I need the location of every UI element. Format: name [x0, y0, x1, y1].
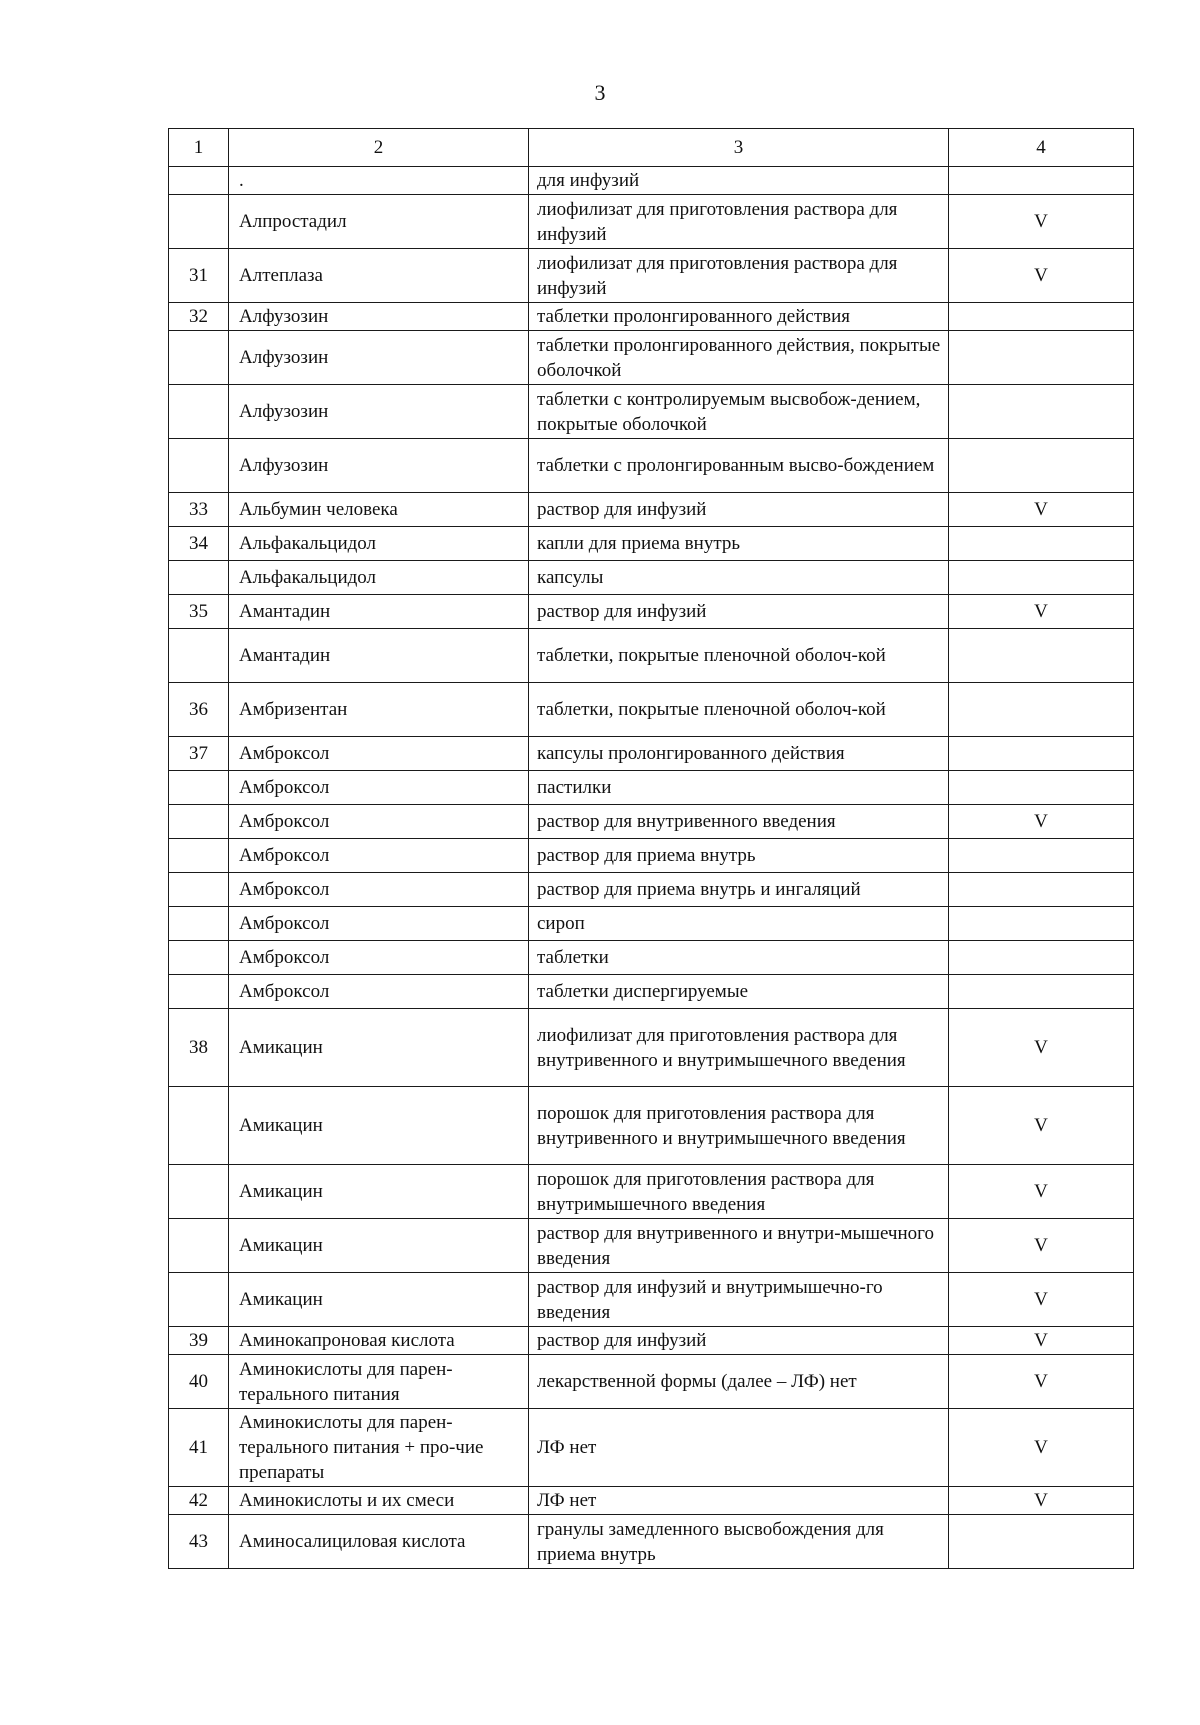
header-cell-number: 1: [169, 129, 229, 167]
table-row: [169, 907, 1134, 941]
drug-name-cell: Альбумин человека: [229, 493, 529, 527]
mark-cell: [949, 303, 1134, 331]
mark-cell: [949, 561, 1134, 595]
drug-name-cell: Алфузозин: [229, 331, 529, 385]
mark-cell: [949, 385, 1134, 439]
mark-cell: V: [949, 1273, 1134, 1327]
mark-cell: [949, 771, 1134, 805]
mark-cell: V: [949, 493, 1134, 527]
mark-cell: [949, 683, 1134, 737]
drug-name-cell: Аминокислоты для парен-терального питания + про-чие препараты: [229, 1409, 529, 1487]
mark-cell: [949, 167, 1134, 195]
drug-name-cell: Амантадин: [229, 595, 529, 629]
table-header-row: [169, 129, 1134, 167]
table-row: [169, 683, 1134, 737]
mark-cell: [949, 839, 1134, 873]
table-row: [169, 595, 1134, 629]
drug-name-cell: Амикацин: [229, 1219, 529, 1273]
dosage-form-cell: раствор для приема внутрь: [529, 839, 949, 873]
dosage-form-cell: таблетки пролонгированного действия, покрытые оболочкой: [529, 331, 949, 385]
drug-name-cell: Амброксол: [229, 907, 529, 941]
table-row: [169, 771, 1134, 805]
drug-name-cell: Амброксол: [229, 839, 529, 873]
row-number-cell: [169, 873, 229, 907]
drug-name-cell: Алфузозин: [229, 439, 529, 493]
row-number-cell: [169, 167, 229, 195]
row-number-cell: [169, 385, 229, 439]
table-row: [169, 195, 1134, 249]
dosage-form-cell: таблетки пролонгированного действия: [529, 303, 949, 331]
drug-name-cell: Альфакальцидол: [229, 527, 529, 561]
dosage-form-cell: раствор для внутривенного и внутри-мышечного введения: [529, 1219, 949, 1273]
dosage-form-cell: таблетки диспергируемые: [529, 975, 949, 1009]
dosage-form-cell: лиофилизат для приготовления раствора для инфузий: [529, 249, 949, 303]
mark-cell: V: [949, 595, 1134, 629]
drug-name-cell: Амикацин: [229, 1273, 529, 1327]
drug-name-cell: Аминосалициловая кислота: [229, 1515, 529, 1569]
row-number-cell: 32: [169, 303, 229, 331]
dosage-form-cell: лиофилизат для приготовления раствора для внутривенного и внутримышечного введения: [529, 1009, 949, 1087]
drug-name-cell: Амброксол: [229, 771, 529, 805]
dosage-form-cell: раствор для внутривенного введения: [529, 805, 949, 839]
table-row: [169, 167, 1134, 195]
dosage-form-cell: ЛФ нет: [529, 1487, 949, 1515]
drug-name-cell: Алпростадил: [229, 195, 529, 249]
mark-cell: [949, 737, 1134, 771]
row-number-cell: 43: [169, 1515, 229, 1569]
mark-cell: [949, 975, 1134, 1009]
row-number-cell: [169, 1165, 229, 1219]
row-number-cell: 33: [169, 493, 229, 527]
row-number-cell: [169, 839, 229, 873]
table-row: [169, 737, 1134, 771]
drug-name-cell: Алфузозин: [229, 385, 529, 439]
row-number-cell: 38: [169, 1009, 229, 1087]
drug-name-cell: Амброксол: [229, 873, 529, 907]
row-number-cell: [169, 439, 229, 493]
table-row: [169, 493, 1134, 527]
dosage-form-cell: таблетки с контролируемым высвобож-дением, покрытые оболочкой: [529, 385, 949, 439]
row-number-cell: 31: [169, 249, 229, 303]
header-cell-mark: 4: [949, 129, 1134, 167]
mark-cell: V: [949, 1327, 1134, 1355]
mark-cell: V: [949, 1009, 1134, 1087]
table-row: [169, 1327, 1134, 1355]
drug-name-cell: Амикацин: [229, 1165, 529, 1219]
table-row: [169, 839, 1134, 873]
drug-name-cell: Амикацин: [229, 1009, 529, 1087]
mark-cell: [949, 439, 1134, 493]
table-row: [169, 561, 1134, 595]
drug-name-cell: Амикацин: [229, 1087, 529, 1165]
table-row: [169, 1409, 1134, 1487]
mark-cell: V: [949, 1409, 1134, 1487]
table-row: [169, 975, 1134, 1009]
table-row: [169, 1009, 1134, 1087]
dosage-form-cell: капсулы: [529, 561, 949, 595]
drug-name-cell: Амантадин: [229, 629, 529, 683]
drug-name-cell: Амброксол: [229, 805, 529, 839]
table-row: [169, 303, 1134, 331]
dosage-form-cell: гранулы замедленного высвобождения для приема внутрь: [529, 1515, 949, 1569]
table-row: [169, 385, 1134, 439]
drug-name-cell: Амброксол: [229, 941, 529, 975]
dosage-form-cell: капсулы пролонгированного действия: [529, 737, 949, 771]
row-number-cell: [169, 805, 229, 839]
drug-name-cell: Амбризентан: [229, 683, 529, 737]
table-row: [169, 331, 1134, 385]
mark-cell: V: [949, 249, 1134, 303]
mark-cell: [949, 331, 1134, 385]
table-row: [169, 873, 1134, 907]
table-row: [169, 249, 1134, 303]
dosage-form-cell: лекарственной формы (далее – ЛФ) нет: [529, 1355, 949, 1409]
dosage-form-cell: раствор для инфузий: [529, 1327, 949, 1355]
row-number-cell: 34: [169, 527, 229, 561]
drug-name-cell: Аминокислоты для парен-терального питания: [229, 1355, 529, 1409]
table-row: [169, 439, 1134, 493]
row-number-cell: 40: [169, 1355, 229, 1409]
drug-list-table: [168, 128, 1134, 1569]
dosage-form-cell: порошок для приготовления раствора для внутримышечного введения: [529, 1165, 949, 1219]
dosage-form-cell: лиофилизат для приготовления раствора для инфузий: [529, 195, 949, 249]
row-number-cell: [169, 561, 229, 595]
row-number-cell: [169, 1219, 229, 1273]
table-row: [169, 1515, 1134, 1569]
dosage-form-cell: раствор для инфузий и внутримышечно-го введения: [529, 1273, 949, 1327]
drug-name-cell: Альфакальцидол: [229, 561, 529, 595]
dosage-form-cell: раствор для приема внутрь и ингаляций: [529, 873, 949, 907]
row-number-cell: [169, 1273, 229, 1327]
dosage-form-cell: таблетки, покрытые пленочной оболоч-кой: [529, 629, 949, 683]
row-number-cell: 37: [169, 737, 229, 771]
row-number-cell: 35: [169, 595, 229, 629]
mark-cell: [949, 1515, 1134, 1569]
row-number-cell: 36: [169, 683, 229, 737]
mark-cell: V: [949, 195, 1134, 249]
table-row: [169, 1355, 1134, 1409]
header-cell-form: 3: [529, 129, 949, 167]
mark-cell: V: [949, 1165, 1134, 1219]
dosage-form-cell: раствор для инфузий: [529, 493, 949, 527]
mark-cell: [949, 907, 1134, 941]
table-row: [169, 805, 1134, 839]
drug-name-cell: Амброксол: [229, 975, 529, 1009]
dosage-form-cell: ЛФ нет: [529, 1409, 949, 1487]
drug-name-cell: Алтеплаза: [229, 249, 529, 303]
row-number-cell: 42: [169, 1487, 229, 1515]
dosage-form-cell: таблетки, покрытые пленочной оболоч-кой: [529, 683, 949, 737]
dosage-form-cell: таблетки: [529, 941, 949, 975]
row-number-cell: 41: [169, 1409, 229, 1487]
row-number-cell: [169, 771, 229, 805]
row-number-cell: [169, 331, 229, 385]
drug-name-cell: .: [229, 167, 529, 195]
dosage-form-cell: таблетки с пролонгированным высво-бождением: [529, 439, 949, 493]
table-row: [169, 1219, 1134, 1273]
table-body: [169, 129, 1134, 1569]
dosage-form-cell: пастилки: [529, 771, 949, 805]
page-number: 3: [594, 80, 606, 105]
mark-cell: V: [949, 1355, 1134, 1409]
mark-cell: [949, 873, 1134, 907]
table-row: [169, 1487, 1134, 1515]
dosage-form-cell: порошок для приготовления раствора для внутривенного и внутримышечного введения: [529, 1087, 949, 1165]
table-row: [169, 1165, 1134, 1219]
mark-cell: V: [949, 805, 1134, 839]
row-number-cell: [169, 907, 229, 941]
table-row: [169, 1087, 1134, 1165]
mark-cell: V: [949, 1219, 1134, 1273]
row-number-cell: 39: [169, 1327, 229, 1355]
mark-cell: [949, 527, 1134, 561]
dosage-form-cell: капли для приема внутрь: [529, 527, 949, 561]
dosage-form-cell: сироп: [529, 907, 949, 941]
dosage-form-cell: для инфузий: [529, 167, 949, 195]
drug-name-cell: Амброксол: [229, 737, 529, 771]
table-row: [169, 1273, 1134, 1327]
drug-name-cell: Аминокислоты и их смеси: [229, 1487, 529, 1515]
mark-cell: [949, 629, 1134, 683]
mark-cell: [949, 941, 1134, 975]
table-row: [169, 629, 1134, 683]
row-number-cell: [169, 975, 229, 1009]
dosage-form-cell: раствор для инфузий: [529, 595, 949, 629]
mark-cell: V: [949, 1087, 1134, 1165]
table-row: [169, 941, 1134, 975]
mark-cell: V: [949, 1487, 1134, 1515]
row-number-cell: [169, 1087, 229, 1165]
row-number-cell: [169, 195, 229, 249]
row-number-cell: [169, 629, 229, 683]
drug-name-cell: Аминокапроновая кислота: [229, 1327, 529, 1355]
table-row: [169, 527, 1134, 561]
drug-name-cell: Алфузозин: [229, 303, 529, 331]
header-cell-name: 2: [229, 129, 529, 167]
row-number-cell: [169, 941, 229, 975]
